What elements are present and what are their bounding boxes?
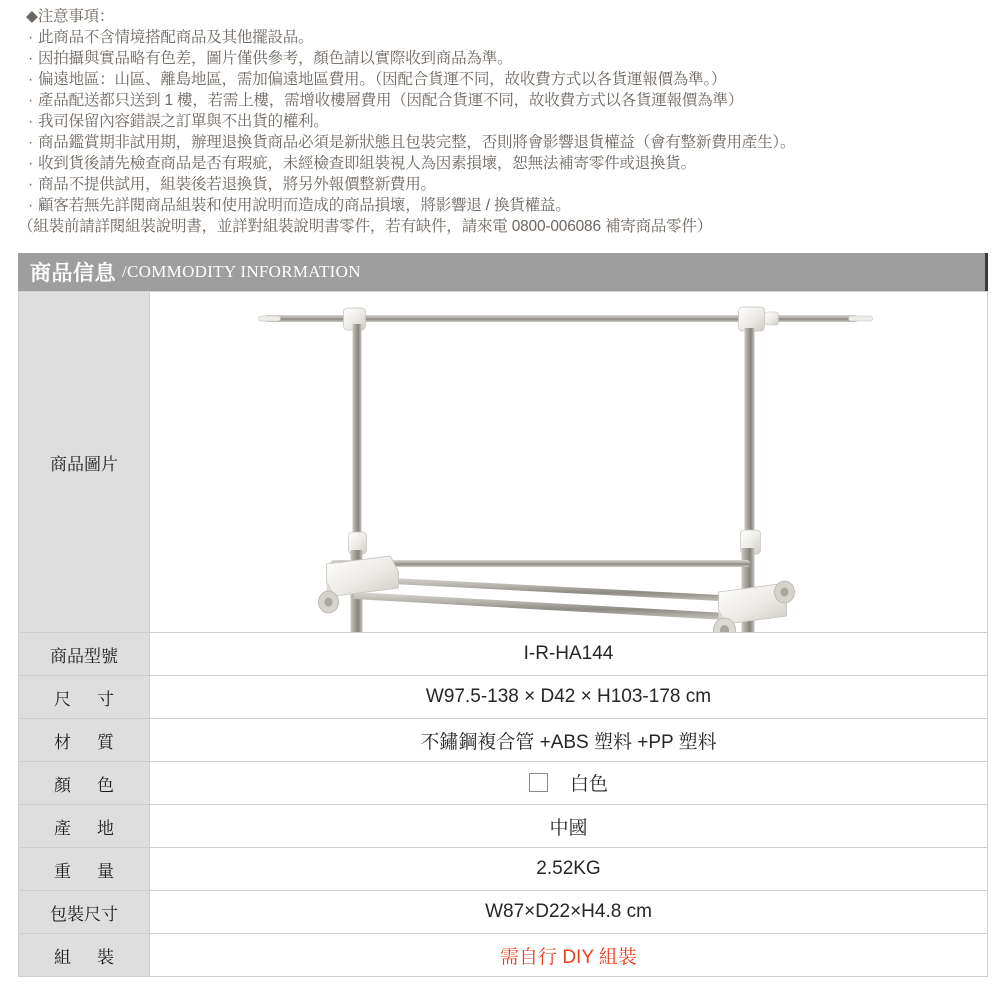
section-title-zh: 商品信息	[30, 262, 116, 285]
row-value-size: W97.5-138 × D42 × H103-178 cm	[150, 676, 988, 719]
table-row	[19, 848, 988, 891]
notice-footnote: （組裝前請詳閱組裝說明書，並詳對組裝說明書零件，若有缺件，請來電 0800-006086 補寄商品零件）	[18, 218, 713, 235]
row-label-weight	[19, 848, 150, 891]
notice-item-text: 我司保留內容錯誤之訂單與不出貨的權利。	[38, 113, 329, 130]
table-row	[19, 891, 988, 934]
notice-item-text: 因拍攝與實品略有色差，圖片僅供參考，顏色請以實際收到商品為準。	[38, 50, 513, 67]
spec-table	[18, 291, 988, 977]
table-row-product-image	[19, 292, 988, 633]
table-row	[19, 719, 988, 762]
notice-item	[0, 132, 1000, 153]
row-value-weight: 2.52KG	[150, 848, 988, 891]
notice-item-text: 產品配送都只送到 1 樓，若需上樓，需增收樓層費用（因配合貨運不同，故收費方式以各貨運報價為準）	[38, 92, 744, 109]
row-label-origin-text: 產地	[54, 818, 140, 838]
commodity-information-section	[18, 253, 988, 977]
notice-item	[0, 48, 1000, 69]
row-label-material-text: 材質	[54, 732, 140, 752]
row-label-color-text: 顏色	[54, 775, 140, 795]
table-row	[19, 633, 988, 676]
bullet-dot: ·	[28, 176, 33, 193]
row-label-assembly-text: 組裝	[54, 947, 140, 967]
notice-item	[0, 153, 1000, 174]
table-row	[19, 934, 988, 977]
row-value-color	[150, 762, 988, 805]
table-row	[19, 805, 988, 848]
clothes-rack-photo	[150, 292, 987, 632]
notice-item	[0, 195, 1000, 216]
row-label-package-size: 包裝尺寸	[19, 891, 150, 934]
color-swatch-icon	[529, 773, 548, 792]
table-row	[19, 676, 988, 719]
notice-item-text: 此商品不含情境搭配商品及其他擺設品。	[38, 29, 314, 46]
color-name: 白色	[569, 773, 608, 795]
row-label-size	[19, 676, 150, 719]
row-value-model: I-R-HA144	[150, 633, 988, 676]
notice-item-text: 商品不提供試用，組裝後若退換貨，將另外報價整新費用。	[38, 176, 436, 193]
bullet-dot: ·	[28, 50, 33, 67]
row-label-color	[19, 762, 150, 805]
table-row	[19, 762, 988, 805]
notice-item-text: 偏遠地區：山區、離島地區，需加偏遠地區費用。（因配合貨運不同，故收費方式以各貨運報價為準。）	[38, 71, 727, 88]
row-value-product-image	[150, 292, 988, 633]
bullet-dot: ·	[28, 197, 33, 214]
notice-item	[0, 69, 1000, 90]
row-label-model: 商品型號	[19, 633, 150, 676]
row-value-package-size: W87×D22×H4.8 cm	[150, 891, 988, 934]
notice-item	[0, 90, 1000, 111]
bullet-dot: ·	[28, 155, 33, 172]
row-value-origin: 中國	[150, 805, 988, 848]
bullet-dot: ·	[28, 71, 33, 88]
row-value-assembly: 需自行 DIY 組裝	[150, 934, 988, 977]
notice-item	[0, 174, 1000, 195]
row-value-material: 不鏽鋼複合管 +ABS 塑料 +PP 塑料	[150, 719, 988, 762]
section-header	[18, 253, 988, 291]
row-label-origin	[19, 805, 150, 848]
row-label-weight-text: 重量	[54, 861, 140, 881]
bullet-dot: ·	[28, 113, 33, 130]
row-label-assembly	[19, 934, 150, 977]
notice-item-text: 收到貨後請先檢查商品是否有瑕疵，未經檢查即組裝視人為因素損壞，恕無法補寄零件或退換貨。	[38, 155, 696, 172]
row-label-size-text: 尺寸	[54, 689, 140, 709]
row-label-product-image: 商品圖片	[19, 292, 150, 633]
bullet-dot: ·	[28, 134, 33, 151]
bullet-dot: ·	[28, 92, 33, 109]
notice-block	[0, 0, 1000, 243]
section-title-en: /COMMODITY INFORMATION	[122, 262, 361, 281]
color-swatch-group	[529, 769, 608, 796]
bullet-dot: ·	[28, 29, 33, 46]
notice-item	[0, 27, 1000, 48]
notice-item	[0, 111, 1000, 132]
notice-heading: ◆注意事項：	[26, 8, 115, 25]
notice-item-text: 顧客若無先詳閱商品組裝和使用說明而造成的商品損壞，將影響退 / 換貨權益。	[38, 197, 571, 214]
row-label-material	[19, 719, 150, 762]
notice-item-text: 商品鑑賞期非試用期，辦理退換貨商品必須是新狀態且包裝完整，否則將會影響退貨權益（會有整新費用產生）。	[38, 134, 796, 151]
